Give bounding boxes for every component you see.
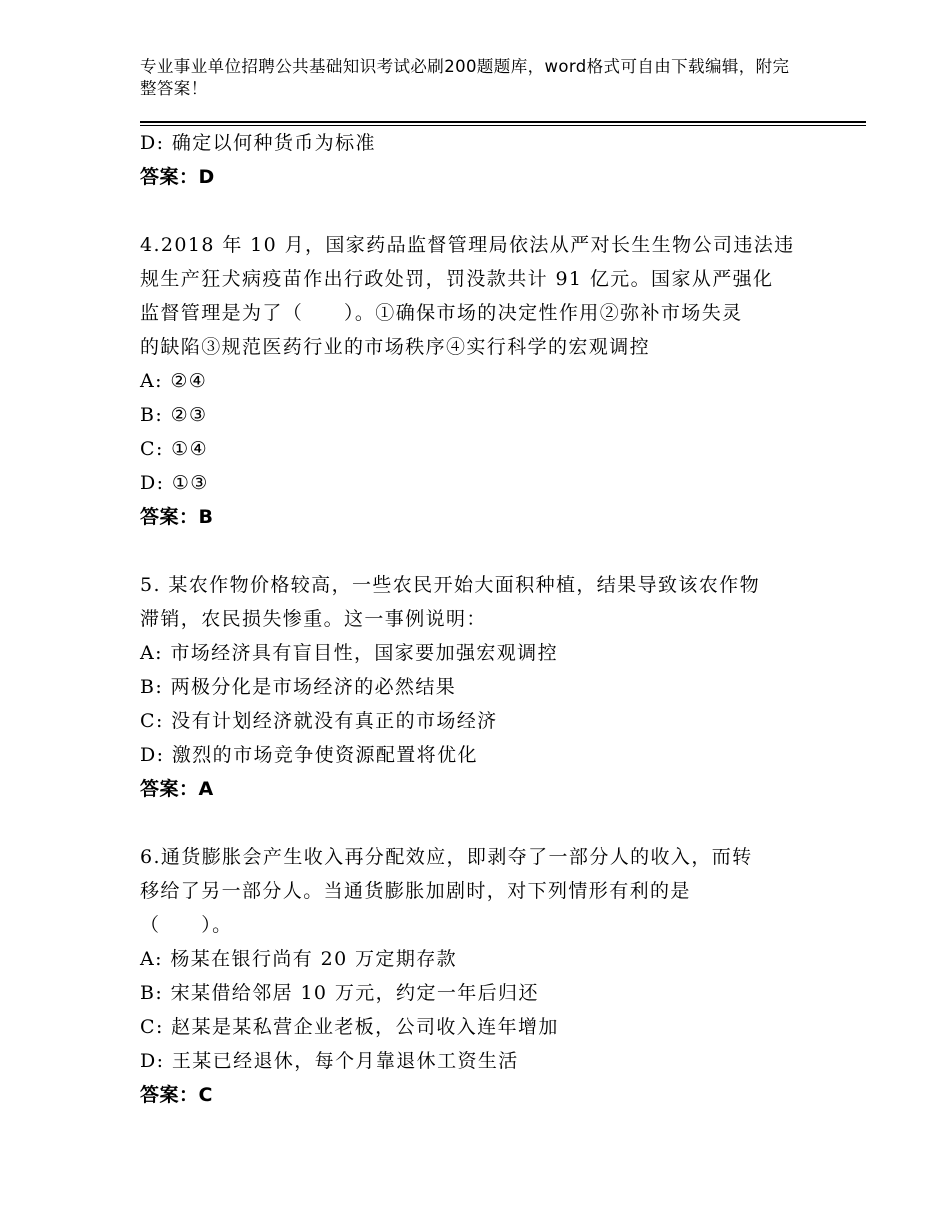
option-d: D: 激烈的市场竞争使资源配置将优化 bbox=[140, 744, 478, 766]
answer: 答案：A bbox=[140, 778, 214, 800]
page-header: 专业事业单位招聘公共基础知识考试必刷200题题库，word格式可自由下载编辑，附完整答案！ bbox=[140, 57, 790, 98]
option-b: B: 两极分化是市场经济的必然结果 bbox=[140, 676, 457, 698]
option-a: A: 杨某在银行尚有 20 万定期存款 bbox=[140, 948, 458, 970]
question-text-line: 监督管理是为了（ ）。①确保市场的决定性作用②弥补市场失灵 bbox=[140, 302, 743, 324]
spacer bbox=[140, 194, 820, 228]
question-5 bbox=[140, 568, 820, 806]
question-text-line: 的缺陷③规范医药行业的市场秩序④实行科学的宏观调控 bbox=[140, 336, 651, 358]
option-a: A: ②④ bbox=[140, 370, 208, 392]
question-6 bbox=[140, 840, 820, 1112]
option-d: D: 王某已经退休，每个月靠退休工资生活 bbox=[140, 1050, 519, 1072]
option-c: C: ①④ bbox=[140, 438, 209, 460]
question-text-line: 4.2018 年 10 月，国家药品监督管理局依法从严对长生生物公司违法违 bbox=[140, 234, 795, 256]
question-text-line: 规生产狂犬病疫苗作出行政处罚，罚没款共计 91 亿元。国家从严强化 bbox=[140, 268, 774, 290]
answer: 答案：C bbox=[140, 1084, 213, 1106]
prev-option-d: D: 确定以何种货币为标准 bbox=[140, 132, 376, 154]
question-text-line: 移给了另一部分人。当通货膨胀加剧时，对下列情形有利的是 bbox=[140, 880, 691, 902]
answer: 答案：B bbox=[140, 506, 214, 528]
option-c: C: 没有计划经济就没有真正的市场经济 bbox=[140, 710, 498, 732]
question-text-line: 滞销，农民损失惨重。这一事例说明： bbox=[140, 608, 487, 630]
option-b: B: 宋某借给邻居 10 万元，约定一年后归还 bbox=[140, 982, 539, 1004]
option-a: A: 市场经济具有盲目性，国家要加强宏观调控 bbox=[140, 642, 558, 664]
question-text-line: 5. 某农作物价格较高，一些农民开始大面积种植，结果导致该农作物 bbox=[140, 574, 760, 596]
prev-answer: 答案：D bbox=[140, 166, 215, 188]
option-b: B: ②③ bbox=[140, 404, 208, 426]
question-4 bbox=[140, 228, 820, 534]
option-c: C: 赵某是某私营企业老板，公司收入连年增加 bbox=[140, 1016, 559, 1038]
spacer bbox=[140, 806, 820, 840]
spacer bbox=[140, 534, 820, 568]
question-text-line: （ ）。 bbox=[140, 914, 233, 936]
question-text-line: 6.通货膨胀会产生收入再分配效应，即剥夺了一部分人的收入，而转 bbox=[140, 846, 753, 868]
option-d: D: ①③ bbox=[140, 472, 209, 494]
header-rule-thick bbox=[140, 121, 866, 123]
document-body bbox=[140, 126, 820, 1112]
